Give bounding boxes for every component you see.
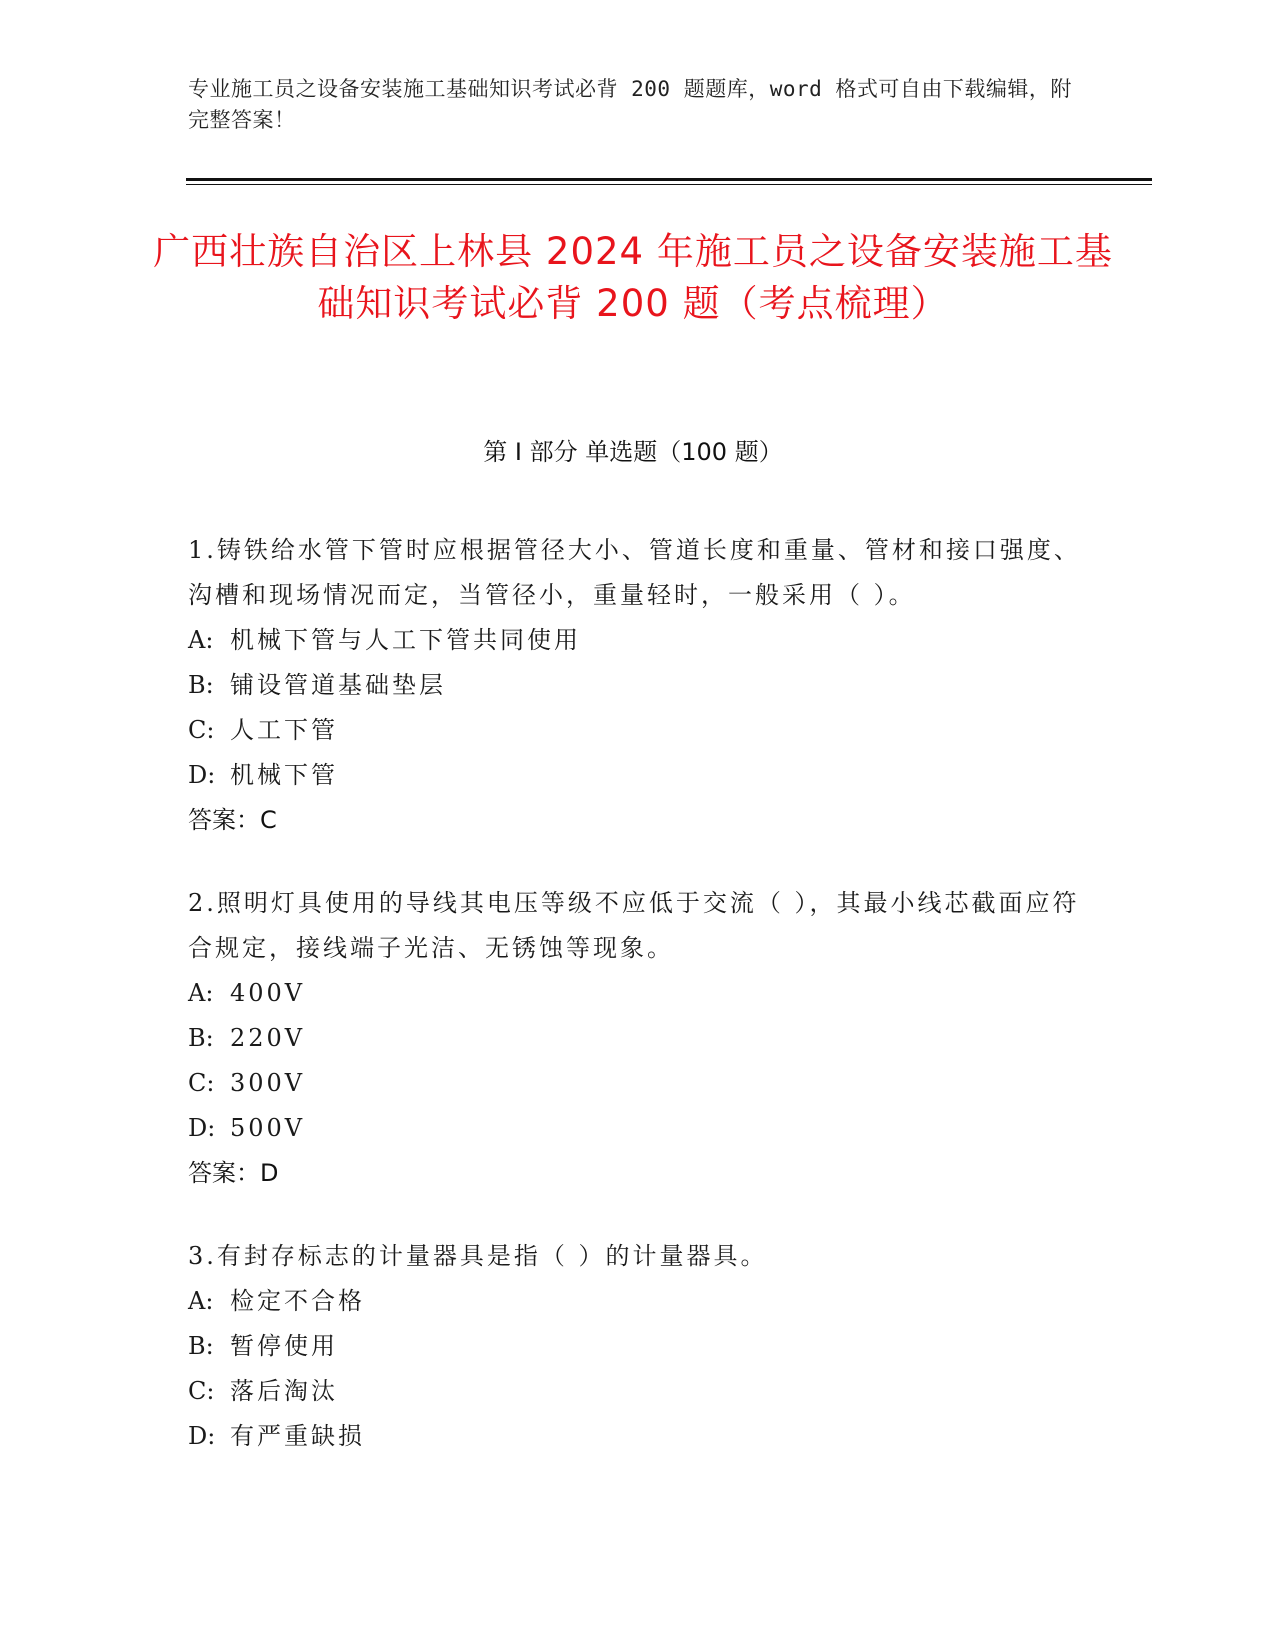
option-text: 机械下管与人工下管共同使用	[230, 626, 581, 654]
question-stem: 1.铸铁给水管下管时应根据管径大小、管道长度和重量、管材和接口强度、沟槽和现场情况而定，当管径小，重量轻时，一般采用（ ）。	[188, 536, 1081, 609]
option-key: D:	[188, 761, 216, 789]
option-d	[188, 753, 1088, 798]
option-key: D:	[188, 1114, 216, 1142]
option-key: A:	[188, 626, 214, 654]
option-d	[188, 1414, 1088, 1459]
question-stem: 3.有封存标志的计量器具是指（ ）的计量器具。	[188, 1242, 768, 1270]
option-key: B:	[188, 1332, 214, 1360]
option-text: 暂停使用	[230, 1332, 338, 1360]
question-1	[188, 528, 1088, 843]
option-text: 铺设管道基础垫层	[230, 671, 446, 699]
option-text: 落后淘汰	[230, 1377, 338, 1405]
option-a	[188, 618, 1088, 663]
header-note: 专业施工员之设备安装施工基础知识考试必背 200 题题库，word 格式可自由下载编辑，附完整答案！	[188, 77, 1072, 132]
option-c	[188, 1061, 1088, 1106]
option-b	[188, 1324, 1088, 1369]
option-c	[188, 1369, 1088, 1414]
option-text: 300V	[230, 1069, 306, 1097]
option-key: A:	[188, 1287, 214, 1315]
option-b	[188, 1016, 1088, 1061]
option-text: 400V	[230, 979, 306, 1007]
header-rule-thin	[186, 184, 1152, 185]
option-b	[188, 663, 1088, 708]
option-key: C:	[188, 1377, 215, 1405]
option-text: 人工下管	[230, 716, 338, 744]
option-text: 500V	[230, 1114, 306, 1142]
question-3	[188, 1234, 1088, 1459]
question-list	[188, 528, 1088, 1497]
question-2	[188, 881, 1088, 1196]
option-key: C:	[188, 1069, 215, 1097]
option-a	[188, 971, 1088, 1016]
answer-line: 答案：D	[188, 1159, 279, 1187]
option-text: 机械下管	[230, 761, 338, 789]
option-a	[188, 1279, 1088, 1324]
section-title: 第 I 部分 单选题（100 题）	[483, 438, 783, 466]
option-key: C:	[188, 716, 215, 744]
option-key: D:	[188, 1422, 216, 1450]
answer-line: 答案：C	[188, 806, 277, 834]
question-stem: 2.照明灯具使用的导线其电压等级不应低于交流（ ），其最小线芯截面应符合规定，接线端子光洁、无锈蚀等现象。	[188, 889, 1080, 962]
option-text: 有严重缺损	[230, 1422, 365, 1450]
option-text: 检定不合格	[230, 1287, 365, 1315]
header-rule-thick	[186, 178, 1152, 181]
option-d	[188, 1106, 1088, 1151]
document-title: 广西壮族自治区上林县 2024 年施工员之设备安装施工基础知识考试必背 200 题（考点梳理）	[153, 230, 1113, 325]
option-key: A:	[188, 979, 214, 1007]
option-c	[188, 708, 1088, 753]
option-key: B:	[188, 1024, 214, 1052]
option-key: B:	[188, 671, 214, 699]
option-text: 220V	[230, 1024, 306, 1052]
